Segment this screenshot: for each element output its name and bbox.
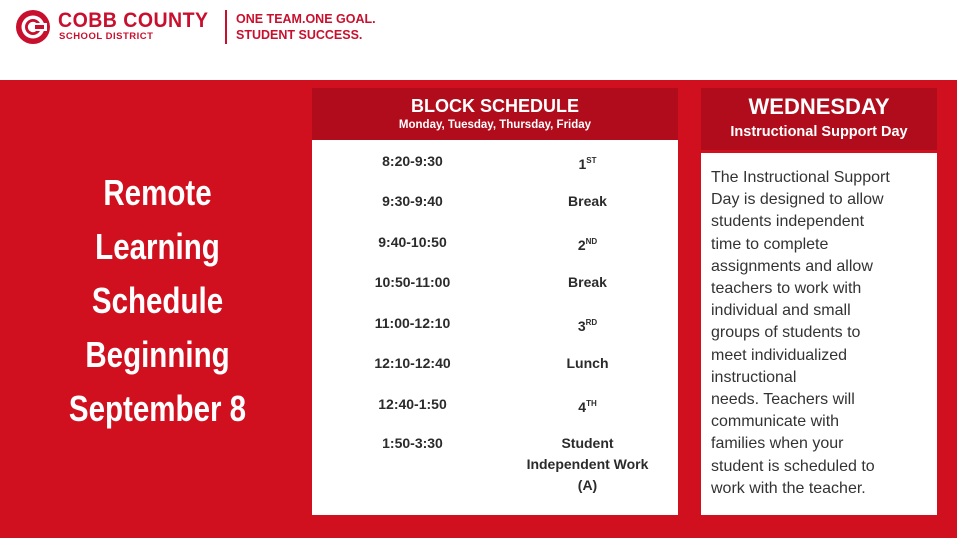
tagline — [236, 11, 376, 43]
page-title-line: September 8 — [68, 388, 247, 429]
page-title — [61, 166, 254, 436]
page-title-line: Learning — [95, 226, 220, 267]
schedule-time: 9:30-9:40 — [382, 193, 443, 209]
header-divider — [225, 10, 227, 44]
schedule-period: Student Independent Work (A) — [526, 435, 649, 493]
schedule-time: 8:20-9:30 — [382, 153, 443, 169]
schedule-time: 9:40-10:50 — [378, 234, 447, 250]
page-title-line: Remote — [103, 172, 212, 213]
tagline-line-2: STUDENT SUCCESS. — [236, 28, 363, 42]
schedule-time: 12:10-12:40 — [374, 355, 451, 371]
district-name: COBB COUNTY — [58, 9, 209, 32]
schedule-period: 3RD — [577, 318, 598, 334]
schedule-period: Break — [568, 274, 607, 290]
wednesday-title: WEDNESDAY — [748, 94, 890, 119]
district-subtitle: SCHOOL DISTRICT — [59, 31, 154, 42]
schedule-period: 1ST — [578, 156, 597, 172]
schedule-time: 12:40-1:50 — [378, 396, 447, 412]
site-header — [0, 0, 957, 80]
schedule-period: Lunch — [566, 355, 609, 371]
block-schedule-title: BLOCK SCHEDULE — [410, 96, 579, 116]
page-title-line: Schedule — [91, 280, 224, 321]
wednesday-description: The Instructional Support Day is designed to allow students independent time to complete assignments and allow teachers to work with individual and small groups of students to meet individualized instructional needs. Teachers will communicate with families when your student is scheduled to work with the teacher. — [711, 169, 890, 497]
schedule-time: 11:00-12:10 — [374, 315, 451, 331]
schedule-period: 4TH — [578, 399, 597, 415]
wednesday-subtitle: Instructional Support Day — [730, 124, 908, 140]
schedule-period: Break — [568, 193, 607, 209]
schedule-time: 1:50-3:30 — [382, 435, 443, 451]
schedule-period: 2ND — [577, 237, 598, 253]
wednesday-header — [701, 88, 937, 150]
tagline-line-1: ONE TEAM.ONE GOAL. — [236, 12, 376, 26]
page-title-line: Beginning — [85, 334, 230, 375]
district-logo-icon — [15, 9, 51, 45]
block-schedule-header — [312, 88, 678, 140]
schedule-time: 10:50-11:00 — [374, 274, 451, 290]
block-schedule-days: Monday, Tuesday, Thursday, Friday — [398, 119, 592, 131]
